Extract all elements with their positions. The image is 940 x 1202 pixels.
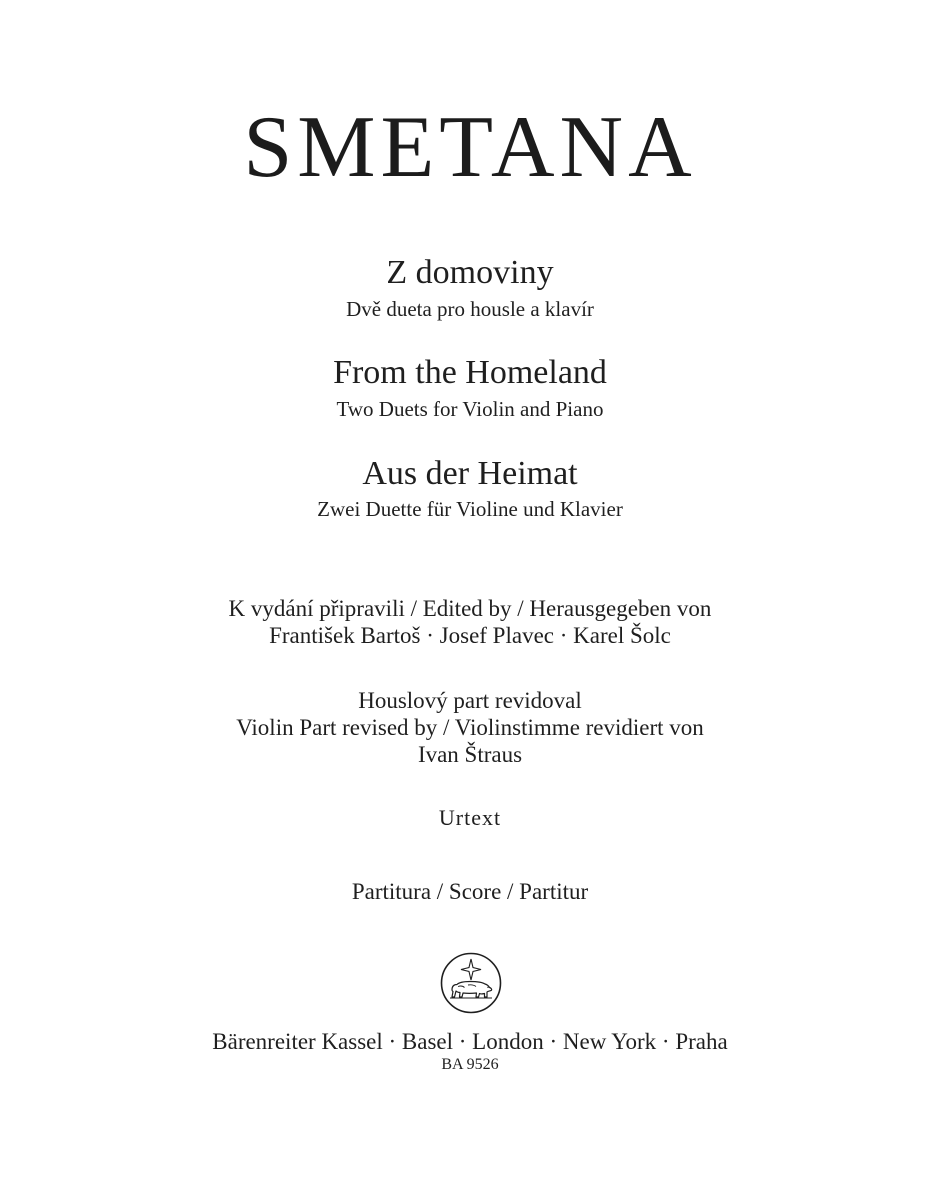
editors-label: K vydání připravili / Edited by / Herausgegeben von [228, 596, 712, 621]
revision-line-en-de: Violin Part revised by / Violinstimme revidiert von [236, 715, 704, 740]
score-type: Partitura / Score / Partitur [351, 879, 589, 904]
revision-line-czech: Houslový part revidoval [358, 688, 582, 713]
urtext-label: Urtext [438, 805, 502, 830]
composer-name: SMETANA [243, 99, 697, 196]
subtitle-german: Zwei Duette für Violine und Klavier [317, 497, 623, 521]
catalog-number: BA 9526 [441, 1056, 499, 1073]
editors-names: František Bartoš · Josef Plavec · Karel Šolc [269, 623, 671, 648]
subtitle-english: Two Duets for Violin and Piano [336, 397, 604, 421]
baerenreiter-bear-star-logo-icon [440, 952, 502, 1014]
title-english: From the Homeland [333, 354, 607, 391]
publisher-locations: Bärenreiter Kassel · Basel · London · New York · Praha [212, 1029, 728, 1054]
revision-name: Ivan Štraus [417, 742, 523, 767]
title-german: Aus der Heimat [362, 455, 578, 492]
subtitle-czech: Dvě dueta pro housle a klavír [346, 297, 594, 321]
title-czech: Z domoviny [386, 254, 554, 291]
